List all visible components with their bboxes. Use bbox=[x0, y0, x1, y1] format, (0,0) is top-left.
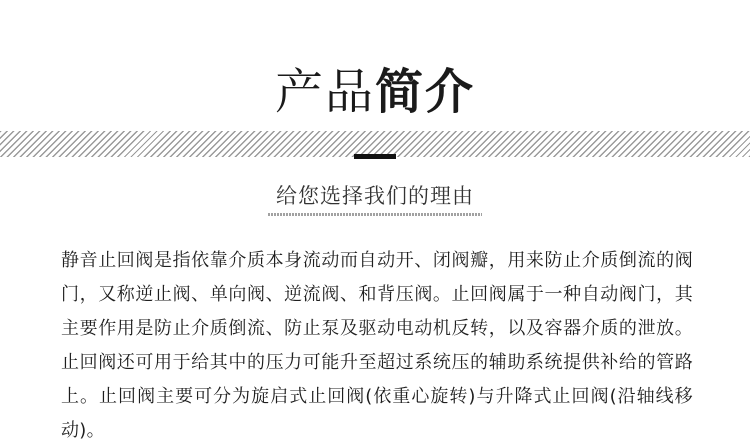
title-bold-part: 简介 bbox=[375, 64, 476, 120]
product-description: 静音止回阀是指依靠介质本身流动而自动开、闭阀瓣，用来防止介质倒流的阀门，又称逆止阀、单向阀、逆流阀、和背压阀。止回阀属于一种自动阀门，其主要作用是防止介质倒流、防止泵及驱动电动机反转，以及容器介质的泄放。止回阀还可用于给其中的压力可能升至超过系统压的辅助系统提供补给的管路上。止回阀主要可分为旋启式止回阀(依重心旋转)与升降式止回阀(沿轴线移动)。 bbox=[61, 250, 693, 441]
title-light-part: 产品 bbox=[274, 64, 375, 120]
page-title bbox=[0, 62, 750, 122]
page-subtitle: 给您选择我们的理由 bbox=[276, 184, 474, 208]
title-accent-bar bbox=[354, 154, 396, 159]
decorative-fine-print-rule bbox=[268, 213, 482, 216]
